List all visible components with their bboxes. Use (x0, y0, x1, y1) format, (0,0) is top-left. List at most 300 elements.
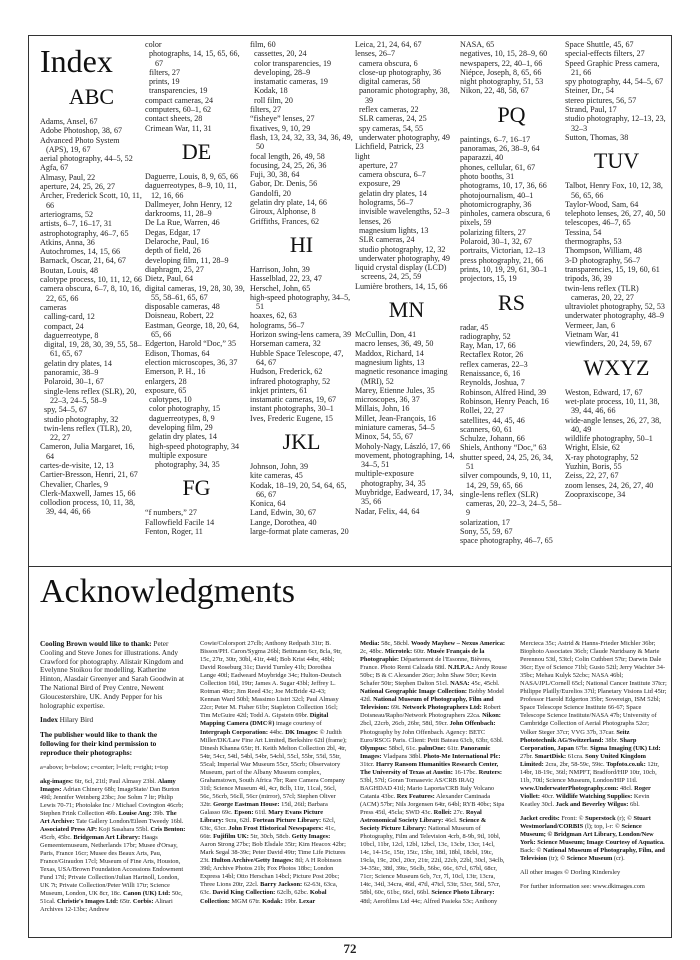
credit-source: Hulton Archive/Getty Images: (211, 857, 294, 865)
index-entry: zoom lenses, 24, 26, 27, 40 (565, 480, 654, 490)
index-entry: Lichfield, Patrick, 23 (355, 142, 424, 152)
index-column (250, 40, 353, 565)
credit-source: Associated Press AP: (40, 825, 98, 833)
index-entry: Minox, 54, 55, 67 (355, 432, 414, 442)
index-entry: Thompson, William, 48 (565, 246, 642, 256)
index-subentry: calotypes, 10 (149, 395, 192, 405)
index-entry: Leica, 21, 24, 64, 67 (355, 40, 422, 49)
index-entry: projectors, 15, 19 (460, 274, 517, 284)
index-entry: telescopes, 46–7, 65 (565, 218, 631, 228)
credit-source: Christie's Images Ltd: (57, 898, 119, 906)
index-entry: macro lenses, 36, 49, 50 (355, 339, 434, 349)
index-entry: ultraviolet photography, 52, 53 (565, 302, 665, 312)
index-entry: astrophotography, 46–7, 65 (40, 228, 129, 238)
page-number: 72 (343, 941, 357, 956)
index-entry: Reynolds, Joshua, 7 (460, 378, 525, 388)
credit-text: 61tl. (253, 808, 269, 816)
index-entry: Speed Graphic Press camera, 21, 66 (565, 58, 660, 77)
index-entry: twin-lens reflex (TLR) cameras, 20, 22, 27 (565, 283, 639, 302)
credit-text: Kevin Keatley 30cl. (520, 792, 650, 808)
letter-heading: FG (182, 475, 211, 501)
index-entry: night photography, 51, 53 (460, 77, 544, 87)
index-subentry: Polaroid, 30–1, 67 (44, 377, 104, 387)
credit-source: Kobal Collection: (200, 889, 327, 905)
index-subentry: SLR cameras, 24, 25 (359, 114, 427, 124)
credit-source: Intergraph Corporation: (200, 728, 268, 736)
index-entry: Gabor, Dr. Denis, 56 (250, 179, 318, 189)
credit-source: John Offenbach: (449, 720, 496, 728)
index-subentry: panoramic photography, 38, 39 (359, 86, 450, 105)
index-subentry: color photography, 15 (149, 404, 221, 414)
index-entry: Dallmeyer, John Henry, 12 (145, 199, 233, 209)
credit-text: Département de l'Essonne, Bièvres, France. Photo Remi Calzada 68tl. (360, 656, 492, 672)
credit-source: Louise Ang: (118, 809, 152, 817)
index-entry: Steiner, Dr., 54 (565, 86, 614, 96)
letter-heading: MN (388, 297, 425, 323)
index-entry: Tessina, 54 (565, 227, 602, 237)
credit-text: For further information see: www.dkimages.com (520, 883, 645, 891)
index-entry: prints, 10, 19, 29, 61, 30–1 (460, 264, 548, 274)
credit-source: Woody Mayhew – Nexus America: (410, 640, 506, 647)
credit-source: Superstock (585, 814, 616, 822)
index-entry: film, 60 (250, 40, 276, 49)
index-entry: election microscopes, 36, 37 (145, 357, 238, 367)
index-entry: Taylor-Wood, Sam, 64 (565, 199, 639, 209)
index-entry: Maddox, Richard, 14 (355, 348, 424, 358)
index-subentry: digital, 19, 28, 30, 39, 55, 58–61, 65, 67 (44, 340, 142, 359)
index-entry: single-lens reflex (SLR) cameras, 20, 22–3, 24–5, 58–9 (460, 489, 562, 518)
section-divider (28, 566, 672, 567)
index-entry: Horseman camera, 32 (250, 339, 321, 349)
index-entry: Delaroche, Paul, 16 (145, 237, 209, 247)
credit-source: SmartDisk: (534, 752, 567, 760)
credit-text: 62cl, 63tc, 63cr. (200, 817, 336, 833)
letter-heading: PQ (497, 101, 526, 127)
credit-source: Getty Images: (291, 833, 331, 841)
index-subentry: single-lens reflex (SLR), 20, 22–3, 24–5, 58–9 (44, 386, 137, 405)
index-entry: inkjet printers, 61 (250, 385, 308, 395)
index-entry: Almasy, Paul, 22 (40, 172, 96, 182)
index-entry: computers, 60–1, 62 (145, 105, 212, 115)
index-subentry: camera obscura, 6 (359, 58, 418, 68)
index-subentry: developing, 28–9 (254, 67, 311, 77)
credit-source: Jacket credits: (520, 814, 560, 822)
credit-text: 38br. (603, 736, 620, 744)
credit-source: Mary Evans Picture Library: (200, 808, 324, 825)
credit-text: Andy Rouse 50bc; B & C Alexander 26cr; John Shaw 50cr; Kevin Schafer 50tr; Stephen Dalton 51cl. (360, 664, 507, 688)
index-section (40, 40, 668, 565)
credit-source: Science Photo Library: (431, 889, 495, 897)
index-entry: Gandolfi, 20 (250, 188, 291, 198)
credit-source: Harry Ransom Humanities Research Center, The University of Texas at Austin: (360, 760, 499, 776)
index-entry: Eastman, George, 18, 20, 64, 65, 66 (145, 320, 240, 340)
acknowledgments-column (200, 640, 347, 920)
credit-source: Digital Mapping Camera (DMC®) (200, 712, 329, 728)
credit-source: Sharp Corporation, Japan (520, 736, 637, 752)
index-subentry: twin-lens reflex (TLR), 20, 22, 27 (44, 423, 132, 443)
credit-text: 6bl. (628, 800, 640, 808)
credit-paragraph (40, 778, 187, 915)
index-entry: Nadar, Felix, 44, 64 (355, 506, 420, 516)
index-entry: reflex cameras, 22–3 (460, 359, 528, 369)
credit-source: Photo-Me International Plc: (423, 752, 501, 760)
credit-paragraph (40, 764, 187, 772)
index-entry: phones, cellular, 61, 67 (460, 162, 536, 172)
index-subentry: roll film, 20 (254, 95, 293, 105)
credit-source: N.H.P.A.: (447, 664, 474, 672)
index-entry: instant photographs, 30–1 (250, 404, 334, 414)
index-entry: studio photography, 12–13, 23, 32–3 (565, 114, 666, 133)
credit-source: Network Photographers Ltd: (402, 704, 482, 712)
index-entry: Millais, John, 16 (355, 404, 410, 414)
credit-source: The publisher would like to thank the following for their kind permission to reproduce their photographs: (40, 730, 158, 757)
index-column (145, 40, 248, 565)
index-entry: paparazzi, 40 (460, 153, 504, 163)
credit-paragraph (520, 640, 667, 809)
index-entry: color (145, 40, 162, 49)
index-subentry: gelatin dry plates, 14 (44, 358, 112, 368)
credit-source: Rollei: (433, 808, 452, 816)
index-title: Index (40, 43, 113, 79)
index-entry: hoaxes, 62, 63 (250, 311, 297, 321)
index-entry: Land, Edwin, 30, 67 (250, 508, 317, 518)
index-subentry: underwater photography, 49 (359, 132, 450, 142)
credit-source: DK Images: (285, 728, 319, 736)
index-entry: Vietnam War, 41 (565, 330, 620, 340)
credit-source: Wildlife Watching Supplies: (555, 792, 633, 800)
index-entry: miniature cameras, 54–5 (355, 422, 435, 432)
index-entry: viewfinders, 20, 24, 59, 67 (565, 339, 652, 349)
index-entry: calotype process, 10, 11, 12, 66 (40, 275, 142, 285)
credit-text: 65tr. (118, 898, 133, 906)
credit-text: 40cr. (540, 792, 556, 800)
index-subentry: SLR cameras, 24 (359, 235, 415, 245)
index-entry: paintings, 6–7, 16–17 (460, 134, 531, 144)
index-entry: portraits, Victorian, 12–13 (460, 246, 546, 256)
index-entry: transparencies, 15, 19, 60, 61 (565, 264, 660, 274)
index-subentry: lenses, 26 (359, 216, 391, 226)
index-entry: Boutan, Louis, 48 (40, 265, 99, 275)
credit-text: All other images © Dorling Kindersley (520, 869, 621, 877)
letter-heading: DE (181, 138, 212, 164)
index-column (355, 40, 458, 565)
index-entry: Hubble Space Telescope, 47, 64, 67 (250, 348, 344, 367)
credit-text: 62-63t, 63ca, 63c. (200, 881, 338, 897)
index-subentry: filters, 27 (149, 67, 181, 77)
index-entry: cameras (40, 302, 67, 312)
credit-text: Cowie/Colorsport 27clb; Anthony Redpath 31tr; B. Bisson/PH. Caron/Sygma 26bl; Bettmann 6cr, 8cla, 9tr, 15c, 27tr, 30tr, 30bl, 41tr, 44tl; Bob Krist 44br, 48bl; David Roseburg 31c; David Turnley 41b; Dorothea Lange 40tl; Eadweard Muybridge 34c; Hulton-Deutsch Collection 16tl, 19tr; James A. Sugar 43bl; Jeffrey L. Rotman 48cr; Jim Reed 43c; Joe McBride 42-43; Kennan Ward 50bl; Massimo Listri 32cl; Paul Almasy 22cr; Peter M. Fisher 61br; Stapleton Collection 16cl; Tim McGuire 42tl; Todd A. Gipstein 69br. (200, 640, 342, 720)
credit-text: 48cl. (618, 784, 635, 792)
credit-source: Lexar (298, 897, 316, 905)
index-entry: space photography, 46–7, 65 (460, 536, 553, 546)
index-subentry: Kodak, 18 (254, 86, 288, 96)
index-entry: fixatives, 9, 10, 29 (250, 123, 311, 133)
credit-text: 27br. (520, 752, 535, 760)
credit-source: National Museum of Photography, Film, and Television (520, 847, 665, 863)
index-entry: gelatin dry plate, 14, 66 (250, 198, 327, 208)
index-subentry: daguerreotype, 8 (44, 330, 99, 340)
index-entry: pinholes, camera obscura, 6 (460, 209, 551, 219)
index-entry: Clerk-Maxwell, James 15, 66 (40, 488, 136, 498)
credit-text: Peter Cooling and Steve Jones for illustrations. Andy Crawford for photography. Alistair Kingdom and Evelynne Stoikou for modelling. Katherine Hinton, Alasdair Greenyer and Sarah Goodwin at The National Bird of Prey Centre, Newent Gloucestershire, UK. Andy Pepper for his holographic expertise. (40, 639, 185, 710)
index-entry: Archer, Frederick Scott, 10, 11, 66 (40, 191, 142, 210)
credit-text: Mercieca 35c; Astrid & Hanns-Frieder Michler 36br; Biophoto Associates 36cb; Claude Nuridsany & Marie Perennou 53tl, 53tcl; Colin Cuthbert 57tr; Darwin Dale 36cr; Eye of Science 71bl; Gusto 52tl; Jerry Wachter 34-35bc; Mehau Kulyk 52cbc; NASA 46bl; NASA/JPL/Cornell 65cl; National Cancer Institute 37tcr; Philippe Plailly/Eurelios 37tl; Planetary Visions Ltd 45tr; Professor Harold Edgerton 35br; Sovereign, ISM 52bl; Space Telescope Science Institute 66-67; Space Telescope Science Institute/NASA 47b; University of Cambridge Collection of Aerial Photographs 52cr; Volker Steger 37cr; VVG 37b, 37car. (520, 640, 667, 736)
index-entry: NASA, 65 (460, 40, 495, 49)
index-entry: Renaissance, 6, 16 (460, 369, 521, 379)
index-entry: Polaroid, 30–1, 32, 67 (460, 237, 532, 247)
index-entry: stereo pictures, 56, 57 (565, 95, 637, 105)
index-subentry: camera obscura, 6–7 (359, 170, 426, 180)
index-entry: holograms, 56–7 (250, 320, 305, 330)
credit-source: akg-images: (40, 777, 74, 785)
index-entry: Horizon swing-lens camera, 39 (250, 330, 352, 340)
index-subentry: spy cameras, 54, 55 (359, 123, 424, 133)
credit-text: Koji Sasahara 55bl. (97, 825, 151, 833)
credit-text: Front: © (559, 814, 586, 822)
index-entry: negatives, 10, 15, 28–9, 60 (460, 49, 548, 59)
index-column (460, 40, 563, 565)
index-entry: De La Rue, Warren, 46 (145, 218, 220, 228)
index-subentry: aperture, 27 (359, 160, 398, 170)
index-entry: aperture, 24, 25, 26, 27 (40, 182, 116, 192)
index-entry: Lange, Dorothea, 40 (250, 517, 317, 527)
index-entry: Chevalier, Charles, 9 (40, 479, 109, 489)
index-entry: tripods, 36, 39 (565, 274, 612, 284)
index-entry: wildlife photography, 50–1 (565, 434, 653, 444)
credit-text: 45c, 45cbl. (469, 680, 500, 688)
credit-source: National Geographic Image Collection: (360, 688, 468, 696)
acknowledgments-section (40, 640, 668, 920)
index-subentry: panoramic, 38–9 (44, 368, 99, 378)
index-entry: cartes-de-visite, 12, 13 (40, 460, 114, 470)
credit-paragraph (40, 640, 187, 710)
index-entry: collodion process, 10, 11, 38, 39, 44, 46, 66 (40, 498, 136, 517)
credit-paragraph (520, 869, 667, 877)
credit-source: Corbis: (132, 898, 154, 906)
index-entry: Giroux, Alphonse, 8 (250, 207, 316, 217)
index-entry: Space Shuttle, 45, 67 (565, 40, 634, 49)
credit-paragraph (520, 815, 667, 863)
credit-text: 58c, 58cbl. (379, 640, 411, 647)
credit-text: 58bcl, 61c. (387, 744, 419, 752)
index-entry: artists, 6–7, 16–17, 31 (40, 219, 112, 229)
credit-source: Jack and Beverley Wilgus: (555, 800, 629, 808)
index-entry: Hasselblad, 22, 23, 47 (250, 274, 322, 284)
credit-text: 2cra, 2br, 58-59c, 59tc. (543, 760, 607, 768)
credit-text: 2c, 48bc. (360, 648, 385, 656)
index-entry: liquid crystal display (LCD) screens, 24, 25, 59 (355, 263, 447, 282)
credit-text: 5tr, 30cb, 58cb. (248, 833, 292, 841)
index-entry: compact cameras, 24 (145, 95, 214, 105)
credit-source: NASA: (450, 680, 470, 688)
index-entry: Cartier-Bresson, Henri, 21, 67 (40, 470, 138, 480)
index-subentry: digital cameras, 58 (359, 77, 421, 87)
credit-source: Media: (360, 640, 380, 647)
credit-text: 53bl, 57tl; Goran Tomasevic AS/CRB IRAQ BAGHDAD 41tl; Mario Laporta/CRB Italy Volcano Catania 43bc. (360, 776, 495, 800)
credit-source: Royal Astronomical Society Library: (360, 808, 482, 825)
index-entry: infrared photography, 52 (250, 376, 331, 386)
index-column (40, 40, 143, 565)
index-entry: wide-angle lenses, 26, 27, 38, 40, 49 (565, 415, 662, 434)
credit-source: Topfoto.co.uk: (606, 760, 646, 768)
credit-text: Adrian Chinery 68b; ImageState/ Dan Burton 49tl; Jennifer Weinberg 23bc; Joe Sohm 7 ltr; Philip Lewis 70-71; Photolake Inc / Michael Covington 46crb; Stephen Frink Collection 49b. (40, 785, 184, 817)
index-subentry: underwater photography, 49 (359, 253, 450, 263)
credit-text: 50c, 51cal. (40, 890, 183, 906)
credit-text: 2bcl, 22crb, 26cb, 26br, 58tl, 59cr. (360, 720, 450, 728)
credit-text: Haags Gemeentemuseum, Netherlands 17br; Musee d'Orsay, Paris, France 16cr; Musee des Beaux Arts, Pau, France/Giraudon 17cl; Museum of Fine Arts, Houston, Texas, USA/Brown Foundation Accessions Endowment Fund 17tl; Private Collection/Julian Hartnoll, London, UK 7t; Private Collection/Peter Willi 17tr; Science Museum, London, UK 8cr, 18c. (40, 833, 184, 898)
index-entry: Ives, Frederic Eugene, 15 (250, 413, 333, 423)
index-entry: “f numbers,” 27 (145, 508, 197, 518)
index-entry: photo booths, 31 (460, 171, 515, 181)
index-entry: Adobe Photoshop, 38, 67 (40, 126, 123, 136)
index-entry: X-ray photography, 52 (565, 452, 639, 462)
index-entry: Dietz, Paul, 64 (145, 274, 194, 284)
letter-heading: ABC (68, 84, 115, 109)
index-entry: special-effects filters, 27 (565, 49, 645, 59)
credit-source: Roger Viollet: (520, 784, 651, 800)
index-entry: Shiels, Anthony “Doc,” 63 (460, 443, 547, 453)
credit-text: 69t. (389, 704, 403, 712)
index-entry: digital cameras, 19, 28, 30, 39, 55, 58–61, 65, 67 (145, 283, 245, 302)
index-subentry: developing film, 29 (149, 422, 213, 432)
credit-text: 9cra, 62tl. (223, 817, 253, 825)
credit-source: Science Museum (566, 855, 613, 863)
credit-source: Fujifilm UK: (213, 833, 249, 841)
index-entry: photomicrography, 36 (460, 199, 532, 209)
index-entry: focal length, 26, 49, 58 (250, 151, 325, 161)
index-entry: press photography, 21, 66 (460, 255, 544, 265)
credit-source: palmOne: (418, 744, 446, 752)
credit-source: Kodak: (262, 897, 283, 905)
index-entry: Schulze, Johann, 66 (460, 434, 525, 444)
index-subentry: spy, 54–5, 67 (44, 405, 88, 415)
credit-text: 15tl, 26tl; Barbara Galasso 69c. (200, 800, 328, 816)
credit-text: 39b. (151, 809, 166, 817)
index-entry: Advanced Photo System (APS), 19, 67 (40, 135, 120, 154)
index-entry: scanners, 60, 61 (460, 424, 513, 434)
credit-text: 46cl. (443, 817, 460, 825)
credit-text: 12tr, 14br, 18-19c, 36tl; NMPFT, Bradford/HIP 10tr, 10cb, 11b, 70tl; Science Museum, London/HIP 11tl. (520, 760, 659, 784)
credit-text: National Museum of Photography, Film and Television 4crb, 8-9b, 9tl, 10bl, 10bcl, 11br, 12cl, 12bl, 12bcl, 13c, 13cbr, 13cr, 14cl, 14c, 14-15c, 15tr, 15tc, 15br, 18tl, 18bl, 18cbl, 19tc, 19cla, 19c, 20cl, 20cr, 21tr, 22tl, 22cb, 22bl, 30cl, 34clb, 34-35tc, 38tl, 39tc, 56clb, 56bc, 66c, 67cl, 67bl, 68cr, 71cr; Science Museum 6cb, 7cr, 7l, 10cl, 13tr, 13cra, 14tc, 34tl, 34cra, 46tl, 47tl, 47tcl, 53tr, 53cr, 56tl, 57cr, 58bl, 60c, 61bc, 66cl, 66bl. (360, 825, 505, 897)
index-entry: Marey, Etienne Jules, 35 (355, 385, 435, 395)
credit-text: Aaron Strong 27bc; Bob Elsdale 35tr; Kim Heacox 42br; Mark Segal 38-39c; Peter David 49tr; Time Life Pictures 23t. (200, 841, 346, 865)
credit-source: Science Museum; © Bridgman Art Library, London/New York: Science Museum; Image Courtesy of Aquatica. (520, 823, 665, 847)
index-entry: Robinson, Alfred Hind, 39 (460, 387, 547, 397)
credit-source: The Art Archive: (40, 809, 177, 825)
index-subentry: instamatic cameras, 19 (254, 77, 328, 87)
index-entry: Hudson, Frederick, 62 (250, 367, 323, 377)
credit-text: Hilary Bird (57, 715, 94, 725)
credit-source: Index (40, 715, 58, 725)
credit-text: © Judith Miller/DK/Law Fine Art Limited, Berkshire 62tl (frame); Dinesh Khanna 65tr; H. Keith Melton Collection 2bl, 4tr, 54tr, 54cr, 54tl, 54bl, 54br, 54cbl, 55cl, 55br, 55tl, 55tr, 55cal; Imperial War Museum 55cr, 55crb; Observatory Museum, part of the Albany Museum complex, Grahamstown, South Africa 7br; Rare Camera Company 31tl; Science Museum 4tl, 4cr, 8clb, 11tr, 11cal, 56cl, 56c, 56crb, 56cll, 56cr (mirror), 57cl; Stephen Oliver 32tr. (200, 728, 347, 808)
credit-source: Microtek: (384, 648, 413, 656)
index-entry: Wright, Elsie, 62 (565, 443, 620, 453)
letter-heading: HI (289, 231, 314, 257)
credit-source: Sigma Imaging (UK) Ltd: (590, 744, 661, 752)
index-entry: satellites, 44, 45, 46 (460, 415, 525, 425)
index-entry: telephoto lenses, 26, 27, 40, 50 (565, 209, 666, 219)
credit-source: Cris Benton: (150, 825, 186, 833)
index-subentry: color transparencies, 19 (254, 58, 332, 68)
letter-heading: JKL (282, 428, 321, 454)
credit-source: Science & Society Picture Library: (360, 817, 487, 833)
index-subentry: calling-card, 12 (44, 312, 95, 322)
credit-text: Alexander Caminada (ACM) 57br; Nils Jorgensen 64tr, 64bl; RYB 40bc; Sipa Press 45tl, 45cla; SWD 43c. (360, 792, 505, 816)
index-entry: Agfa, 67 (40, 163, 69, 173)
credit-text: 60tr. (412, 648, 427, 656)
index-entry: 3-D photography, 56–7 (565, 255, 641, 265)
index-entry: polarizing filters, 27 (460, 227, 526, 237)
index-entry: photograms, 10, 17, 36, 66 (460, 181, 547, 191)
index-entry: solarization, 17 (460, 517, 510, 527)
index-entry: flash, 13, 24, 32, 33, 34, 36, 49, 50 (250, 132, 353, 152)
index-entry: “fisheye” lenses, 27 (250, 114, 315, 124)
credit-text: Vladpans 38bl. (381, 752, 424, 760)
index-entry: Atkins, Anna, 36 (40, 237, 95, 247)
acknowledgments-column (360, 640, 507, 920)
credit-text: 19br. (282, 897, 299, 905)
index-entry: multiple-exposure photography, 34, 35 (355, 469, 426, 488)
index-entry: contact sheets, 28 (145, 114, 203, 124)
index-entry: Yuzhin, Boris, 55 (565, 461, 622, 471)
index-entry: magnetic resonance imaging (MRI), 52 (355, 367, 448, 386)
index-entry: Emerson, P. H., 16 (145, 367, 206, 377)
index-entry: Lumière brothers, 14, 15, 66 (355, 281, 448, 291)
index-entry: lenses, 26–7 (355, 49, 396, 59)
credit-text: 67br. (573, 744, 591, 752)
credit-source: Panoramic Images: (360, 744, 491, 760)
credit-text: 45crb, 45bc. (40, 833, 74, 841)
index-entry: arteriograms, 52 (40, 209, 94, 219)
credit-text: (l); top, l-r: © (583, 823, 622, 831)
index-entry: photojournalism, 40–1 (460, 190, 534, 200)
index-entry: filters, 27 (250, 105, 282, 115)
index-entry: radar, 45 (460, 322, 489, 332)
credit-source: David King Collection: (212, 889, 276, 897)
index-entry: silver compounds, 9, 10, 11, 14, 29, 59, 65, 66 (460, 471, 552, 490)
index-entry: Weston, Edward, 17, 67 (565, 387, 643, 397)
credit-text: 31tcr. (360, 760, 376, 768)
index-entry: Sutton, Thomas, 38 (565, 132, 629, 142)
credit-source: National Museum of Photography, Film and Television: (360, 696, 494, 712)
index-entry: Zoopraxiscope, 34 (565, 489, 626, 499)
index-entry: Muybridge, Eadweard, 17, 34, 35, 66 (355, 488, 454, 507)
index-subentry: close-up photography, 36 (359, 67, 441, 77)
index-subentry: photographs, 14, 15, 65, 66, 67 (149, 49, 240, 68)
credit-text: MGM 67tr. (229, 897, 263, 905)
index-entry: Fuji, 30, 38, 64 (250, 170, 300, 180)
index-entry: movement, photographing, 14, 34–5, 51 (355, 450, 455, 470)
index-entry: magnesium lights, 13 (355, 357, 425, 367)
index-entry: Harrison, John, 39 (250, 264, 310, 274)
credit-source: Stuart Westmorland/CORBIS (520, 814, 651, 831)
index-entry: Fallowfield Facile 14 (145, 517, 215, 527)
credit-source: Bridgeman Art Library: (73, 833, 141, 841)
index-subentry: multiple exposure photography, 34, 35 (149, 450, 220, 470)
index-entry: Degas, Edgar, 17 (145, 227, 201, 237)
index-subentry: gelatin dry plates, 14 (149, 432, 217, 442)
credit-text: Back: © (520, 847, 543, 855)
index-entry: Moholy-Nagy, László, 17, 66 (355, 441, 451, 451)
credit-source: Alamy Images: (40, 777, 176, 793)
index-entry: high-speed photography, 34–5, 51 (250, 292, 351, 312)
index-entry: Nikon, 22, 48, 58, 67 (460, 86, 529, 96)
credit-text: (tr); © (547, 855, 567, 863)
index-subentry: prints, 19 (149, 77, 180, 87)
index-entry: Edgerton, Harold “Doc,” 35 (145, 339, 237, 349)
index-subentry: transparencies, 19 (149, 86, 208, 96)
credit-source: John Frost Historical Newspapers: (228, 825, 324, 833)
